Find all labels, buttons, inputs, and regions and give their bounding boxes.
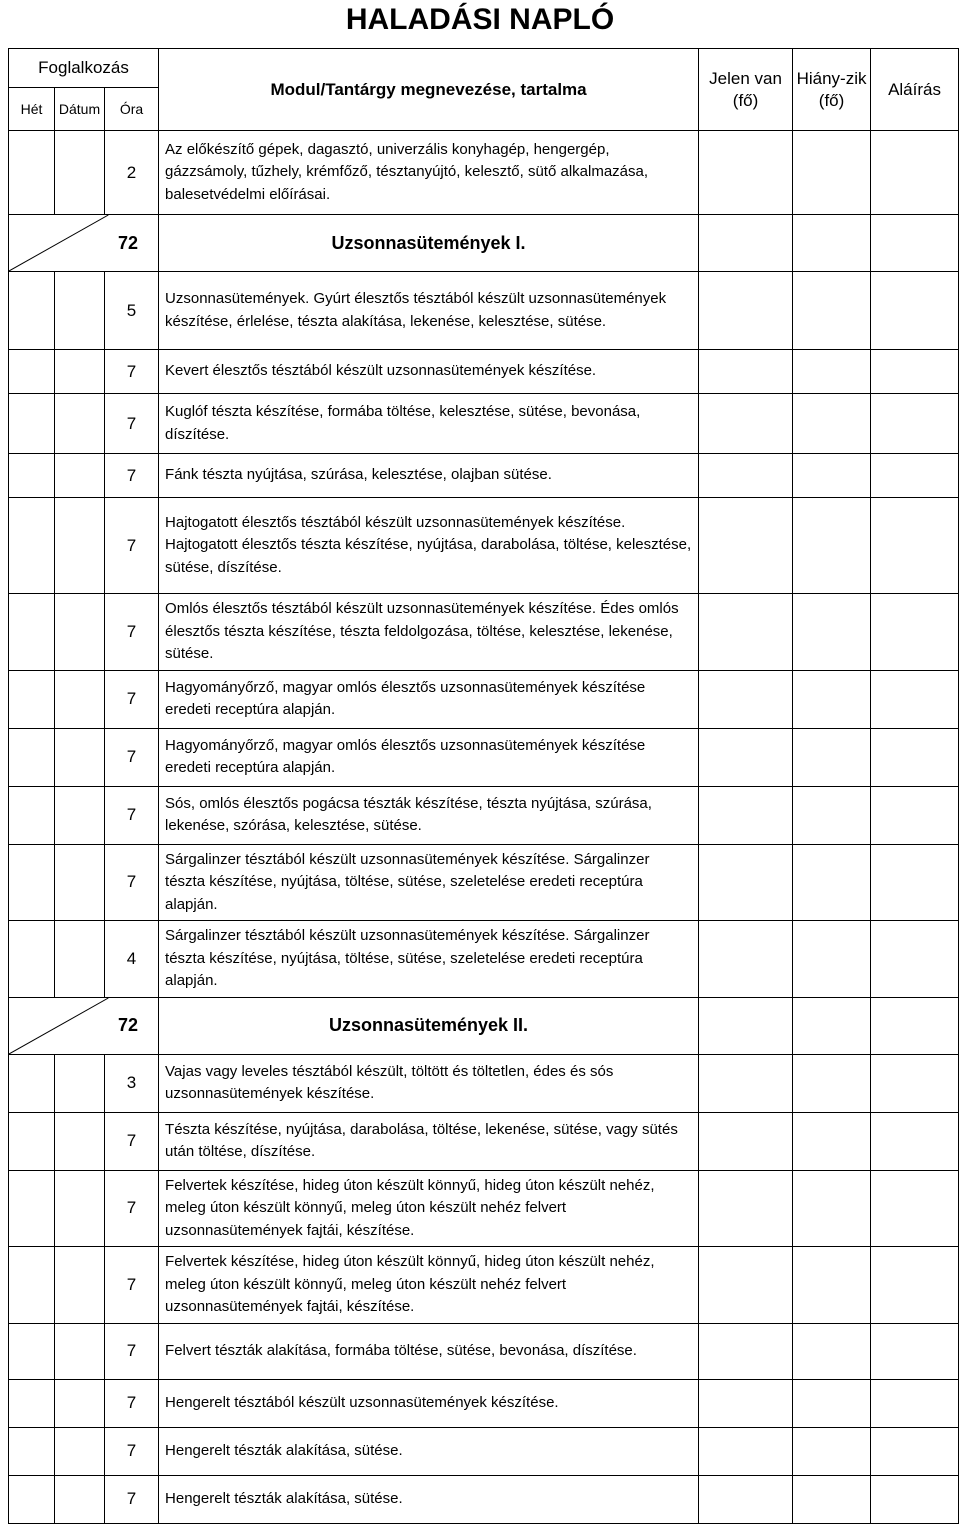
week-cell[interactable] [9, 1247, 55, 1324]
signature-cell[interactable] [871, 1323, 959, 1379]
table-row [9, 728, 959, 786]
present-cell[interactable] [699, 1323, 793, 1379]
table-row [9, 394, 959, 454]
module-title: Uzsonnasütemények II. [159, 997, 699, 1054]
hours-cell: 3 [105, 1054, 159, 1112]
present-cell[interactable] [699, 131, 793, 215]
present-cell[interactable] [699, 786, 793, 844]
absent-cell[interactable] [793, 498, 871, 594]
description-cell: Hengerelt tészták alakítása, sütése. [159, 1475, 699, 1523]
date-cell[interactable] [55, 594, 105, 671]
description-cell: Hagyományőrző, magyar omlós élesztős uzsonnasütemények készítése eredeti receptúra alapján. [159, 728, 699, 786]
week-cell[interactable] [9, 1112, 55, 1170]
progress-log-table [8, 48, 959, 1524]
signature-cell[interactable] [871, 272, 959, 350]
date-cell[interactable] [55, 394, 105, 454]
description-cell: Felvertek készítése, hideg úton készült könnyű, hideg úton készült nehéz, meleg úton készült könnyű, meleg úton készült nehéz felvert uzsonnasütemények fajtái, készítése. [159, 1170, 699, 1247]
description-cell: Kevert élesztős tésztából készült uzsonnasütemények készítése. [159, 350, 699, 394]
header-hour: Óra [105, 88, 159, 131]
signature-cell[interactable] [871, 921, 959, 998]
table-row [9, 1427, 959, 1475]
week-cell[interactable] [9, 921, 55, 998]
date-cell[interactable] [55, 1112, 105, 1170]
present-cell[interactable] [699, 921, 793, 998]
present-cell[interactable] [699, 215, 793, 272]
table-row [9, 454, 959, 498]
signature-cell[interactable] [871, 454, 959, 498]
table-row [9, 786, 959, 844]
absent-cell[interactable] [793, 786, 871, 844]
module-hours: 72 [118, 232, 139, 253]
hours-cell: 4 [105, 921, 159, 998]
hours-cell: 7 [105, 350, 159, 394]
table-row [9, 1323, 959, 1379]
table-row [9, 844, 959, 921]
table-row [9, 1112, 959, 1170]
absent-cell[interactable] [793, 844, 871, 921]
date-cell[interactable] [55, 498, 105, 594]
present-cell[interactable] [699, 454, 793, 498]
week-cell[interactable] [9, 1427, 55, 1475]
week-cell[interactable] [9, 1379, 55, 1427]
signature-cell[interactable] [871, 1475, 959, 1523]
absent-cell[interactable] [793, 1054, 871, 1112]
week-cell[interactable] [9, 454, 55, 498]
signature-cell[interactable] [871, 498, 959, 594]
date-cell[interactable] [55, 272, 105, 350]
description-cell: Sárgalinzer tésztából készült uzsonnasütemények készítése. Sárgalinzer tészta készítése, nyújtása, töltése, sütése, szeletelése eredeti receptúra alapján. [159, 921, 699, 998]
hours-cell: 7 [105, 498, 159, 594]
signature-cell[interactable] [871, 131, 959, 215]
header-group: Foglalkozás [9, 49, 159, 88]
signature-cell[interactable] [871, 844, 959, 921]
signature-cell[interactable] [871, 1379, 959, 1427]
hours-cell: 7 [105, 1112, 159, 1170]
signature-cell[interactable] [871, 1170, 959, 1247]
table-row [9, 272, 959, 350]
description-cell: Fánk tészta nyújtása, szúrása, kelesztése, olajban sütése. [159, 454, 699, 498]
week-cell[interactable] [9, 1170, 55, 1247]
header-week: Hét [9, 88, 55, 131]
table-row [9, 131, 959, 215]
header-date: Dátum [55, 88, 105, 131]
absent-cell[interactable] [793, 1170, 871, 1247]
header-present: Jelen van (fő) [699, 49, 793, 131]
description-cell: Sárgalinzer tésztából készült uzsonnasütemények készítése. Sárgalinzer tészta készítése, nyújtása, töltése, sütése, szeletelése eredeti receptúra alapján. [159, 844, 699, 921]
signature-cell[interactable] [871, 594, 959, 671]
absent-cell[interactable] [793, 670, 871, 728]
date-cell[interactable] [55, 921, 105, 998]
module-hours-cell [9, 215, 159, 272]
present-cell[interactable] [699, 1112, 793, 1170]
present-cell[interactable] [699, 394, 793, 454]
description-cell: Hagyományőrző, magyar omlós élesztős uzsonnasütemények készítése eredeti receptúra alapján. [159, 670, 699, 728]
absent-cell[interactable] [793, 1427, 871, 1475]
week-cell[interactable] [9, 844, 55, 921]
module-row [9, 997, 959, 1054]
present-cell[interactable] [699, 498, 793, 594]
module-row [9, 215, 959, 272]
hours-cell: 7 [105, 728, 159, 786]
date-cell[interactable] [55, 1054, 105, 1112]
table-row [9, 1054, 959, 1112]
signature-cell[interactable] [871, 1427, 959, 1475]
date-cell[interactable] [55, 454, 105, 498]
signature-cell[interactable] [871, 997, 959, 1054]
absent-cell[interactable] [793, 272, 871, 350]
header-subject: Modul/Tantárgy megnevezése, tartalma [159, 49, 699, 131]
description-cell: Vajas vagy leveles tésztából készült, töltött és töltetlen, édes és sós uzsonnasütemények készítése. [159, 1054, 699, 1112]
hours-cell: 7 [105, 394, 159, 454]
description-cell: Sós, omlós élesztős pogácsa tészták készítése, tészta nyújtása, szúrása, lekenése, szórása, kelesztése, sütése. [159, 786, 699, 844]
present-cell[interactable] [699, 728, 793, 786]
absent-cell[interactable] [793, 921, 871, 998]
present-cell[interactable] [699, 1170, 793, 1247]
signature-cell[interactable] [871, 670, 959, 728]
week-cell[interactable] [9, 394, 55, 454]
week-cell[interactable] [9, 1323, 55, 1379]
absent-cell[interactable] [793, 594, 871, 671]
description-cell: Hajtogatott élesztős tésztából készült uzsonnasütemények készítése. Hajtogatott élesztős tészta készítése, nyújtása, darabolása, töltése, kelesztése, sütése, díszítése. [159, 498, 699, 594]
table-row [9, 921, 959, 998]
absent-cell[interactable] [793, 997, 871, 1054]
absent-cell[interactable] [793, 1247, 871, 1324]
signature-cell[interactable] [871, 394, 959, 454]
week-cell[interactable] [9, 350, 55, 394]
table-row [9, 498, 959, 594]
absent-cell[interactable] [793, 1112, 871, 1170]
present-cell[interactable] [699, 594, 793, 671]
hours-cell: 7 [105, 1323, 159, 1379]
present-cell[interactable] [699, 1247, 793, 1324]
week-cell[interactable] [9, 728, 55, 786]
absent-cell[interactable] [793, 454, 871, 498]
absent-cell[interactable] [793, 350, 871, 394]
present-cell[interactable] [699, 670, 793, 728]
description-cell: Hengerelt tészták alakítása, sütése. [159, 1427, 699, 1475]
signature-cell[interactable] [871, 786, 959, 844]
table-row [9, 594, 959, 671]
hours-cell: 7 [105, 1170, 159, 1247]
signature-cell[interactable] [871, 1247, 959, 1324]
signature-cell[interactable] [871, 728, 959, 786]
hours-cell: 7 [105, 594, 159, 671]
absent-cell[interactable] [793, 1475, 871, 1523]
module-hours-cell [9, 997, 159, 1054]
description-cell: Felvertek készítése, hideg úton készült könnyű, hideg úton készült nehéz, meleg úton készült könnyű, meleg úton készült nehéz felvert uzsonnasütemények fajtái, készítése. [159, 1247, 699, 1324]
week-cell[interactable] [9, 594, 55, 671]
date-cell[interactable] [55, 1427, 105, 1475]
present-cell[interactable] [699, 844, 793, 921]
description-cell: Kuglóf tészta készítése, formába töltése, kelesztése, sütése, bevonása, díszítése. [159, 394, 699, 454]
absent-cell[interactable] [793, 1379, 871, 1427]
date-cell[interactable] [55, 844, 105, 921]
hours-cell: 7 [105, 1475, 159, 1523]
table-row [9, 1170, 959, 1247]
table-row [9, 670, 959, 728]
page-title: HALADÁSI NAPLÓ [345, 3, 615, 36]
header-absent: Hiány-zik (fő) [793, 49, 871, 131]
date-cell[interactable] [55, 1379, 105, 1427]
signature-cell[interactable] [871, 1112, 959, 1170]
table-row [9, 1247, 959, 1324]
date-cell[interactable] [55, 786, 105, 844]
module-hours: 72 [118, 1015, 139, 1035]
absent-cell[interactable] [793, 215, 871, 272]
table-row [9, 1379, 959, 1427]
description-cell: Tészta készítése, nyújtása, darabolása, töltése, lekenése, sütése, vagy sütés után töltése, díszítése. [159, 1112, 699, 1170]
date-cell[interactable] [55, 1247, 105, 1324]
present-cell[interactable] [699, 272, 793, 350]
date-cell[interactable] [55, 1170, 105, 1247]
hours-cell: 7 [105, 454, 159, 498]
header-signature: Aláírás [871, 49, 959, 131]
date-cell[interactable] [55, 1323, 105, 1379]
hours-cell: 2 [105, 131, 159, 215]
present-cell[interactable] [699, 1379, 793, 1427]
table-row [9, 350, 959, 394]
date-cell[interactable] [55, 670, 105, 728]
absent-cell[interactable] [793, 728, 871, 786]
present-cell[interactable] [699, 350, 793, 394]
signature-cell[interactable] [871, 350, 959, 394]
date-cell[interactable] [55, 1475, 105, 1523]
description-cell: Omlós élesztős tésztából készült uzsonnasütemények készítése. Édes omlós élesztős tészta készítése, tészta feldolgozása, töltése, kelesztése, lekenése, sütése. [159, 594, 699, 671]
present-cell[interactable] [699, 997, 793, 1054]
hours-cell: 7 [105, 844, 159, 921]
week-cell[interactable] [9, 1475, 55, 1523]
absent-cell[interactable] [793, 1323, 871, 1379]
signature-cell[interactable] [871, 1054, 959, 1112]
hours-cell: 5 [105, 272, 159, 350]
date-cell[interactable] [55, 728, 105, 786]
description-cell: Hengerelt tésztából készült uzsonnasütemények készítése. [159, 1379, 699, 1427]
module-title: Uzsonnasütemények I. [159, 215, 699, 272]
week-cell[interactable] [9, 272, 55, 350]
absent-cell[interactable] [793, 131, 871, 215]
present-cell[interactable] [699, 1427, 793, 1475]
signature-cell[interactable] [871, 215, 959, 272]
week-cell[interactable] [9, 786, 55, 844]
hours-cell: 7 [105, 1247, 159, 1324]
description-cell: Felvert tészták alakítása, formába töltése, sütése, bevonása, díszítése. [159, 1323, 699, 1379]
present-cell[interactable] [699, 1054, 793, 1112]
week-cell[interactable] [9, 1054, 55, 1112]
description-cell: Az előkészítő gépek, dagasztó, univerzális konyhagép, hengergép, gázzsámoly, tűzhely, krémfőző, tésztanyújtó, kelesztő, sütő alkalmazása, balesetvédelmi előírásai. [159, 131, 699, 215]
hours-cell: 7 [105, 670, 159, 728]
hours-cell: 7 [105, 786, 159, 844]
date-cell[interactable] [55, 131, 105, 215]
hours-cell: 7 [105, 1427, 159, 1475]
week-cell[interactable] [9, 498, 55, 594]
present-cell[interactable] [699, 1475, 793, 1523]
table-row [9, 1475, 959, 1523]
hours-cell: 7 [105, 1379, 159, 1427]
absent-cell[interactable] [793, 394, 871, 454]
date-cell[interactable] [55, 350, 105, 394]
description-cell: Uzsonnasütemények. Gyúrt élesztős tésztából készült uzsonnasütemények készítése, érlelése, tészta alakítása, lekenése, kelesztése, sütése. [159, 272, 699, 350]
week-cell[interactable] [9, 131, 55, 215]
header-row [9, 49, 959, 88]
week-cell[interactable] [9, 670, 55, 728]
